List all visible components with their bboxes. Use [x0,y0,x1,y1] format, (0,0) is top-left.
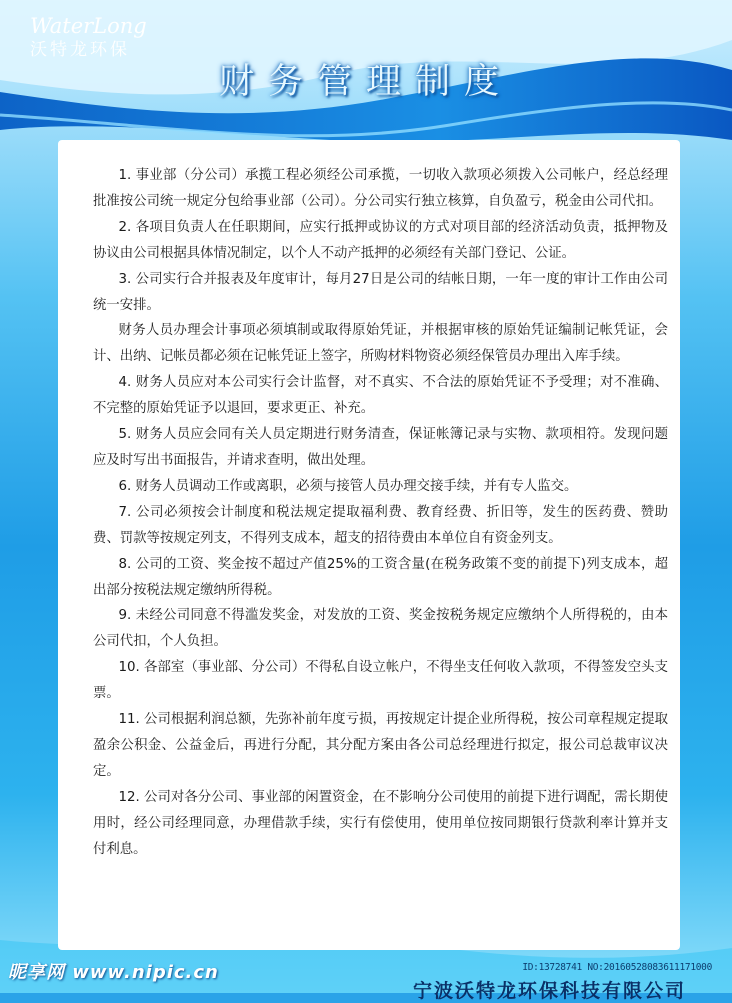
paragraph: 12. 公司对各分公司、事业部的闲置资金，在不影响分公司使用的前提下进行调配，需长期使用时，经公司经理同意，办理借款手续，实行有偿使用，使用单位按同期银行贷款利率计算并支付利息。 [93,789,668,857]
paragraph: 2. 各项目负责人在任职期间，应实行抵押或协议的方式对项目部的经济活动负责，抵押物及协议由公司根据具体情况制定，以个人不动产抵押的必须经有关部门登记、公证。 [93,219,668,261]
site-watermark: 昵享网 www.nipic.cn [8,962,219,983]
paragraph: 10. 各部室（事业部、分公司）不得私自设立帐户，不得坐支任何收入款项，不得签发空头支票。 [93,660,668,702]
paragraph: 7. 公司必须按会计制度和税法规定提取福利费、教育经费、折旧等，发生的医药费、赞助费、罚款等按规定列支，不得列支成本，超支的招待费由本单位自有资金列支。 [93,504,668,546]
paragraph: 6. 财务人员调动工作或离职，必须与接管人员办理交接手续，并有专人监交。 [118,478,578,494]
paragraph: 9. 未经公司同意不得滥发奖金，对发放的工资、奖金按税务规定应缴纳个人所得税的，由本公司代扣，个人负担。 [93,608,668,650]
regulation-text [93,163,668,862]
paragraph: 11. 公司根据利润总额，先弥补前年度亏损，再按规定计提企业所得税，按公司章程规定提取盈余公积金、公益金后，再进行分配，其分配方案由各公司总经理进行拟定，报公司总裁审议决定。 [93,712,668,779]
paragraph: 1. 事业部（分公司）承揽工程必须经公司承揽，一切收入款项必须拨入公司帐户，经总经理批准按公司统一规定分包给事业部（公司）。分公司实行独立核算，自负盈亏，税金由公司代扣。 [93,168,668,209]
paragraph: 8. 公司的工资、奖金按不超过产值25%的工资含量(在税务政策不变的前提下)列支成本，超出部分按税法规定缴纳所得税。 [93,556,668,598]
paragraph: 5. 财务人员应会同有关人员定期进行财务清查，保证帐簿记录与实物、款项相符。发现问题应及时写出书面报告，并请求查明，做出处理。 [93,427,668,468]
logo-chinese-name: 沃特龙环保 [30,40,130,60]
logo-wordmark: WaterLong [30,14,147,38]
paragraph: 4. 财务人员应对本公司实行会计监督，对不真实、不合法的原始凭证不予受理；对不准确、不完整的原始凭证予以退回，要求更正、补充。 [93,375,668,417]
company-name: 宁波沃特龙环保科技有限公司 [412,980,686,1002]
page-title: 财务管理制度 [218,62,513,102]
paragraph: 财务人员办理会计事项必须填制或取得原始凭证，并根据审核的原始凭证编制记帐凭证，会计、出纳、记帐员都必须在记帐凭证上签字，所购材料物资必须经保管员办理出入库手续。 [93,323,668,365]
image-id-text: ID:13728741 NO:20160528083611171000 [522,962,712,973]
paragraph: 3. 公司实行合并报表及年度审计，每月27日是公司的结帐日期，一年一度的审计工作由公司统一安排。 [93,271,668,313]
